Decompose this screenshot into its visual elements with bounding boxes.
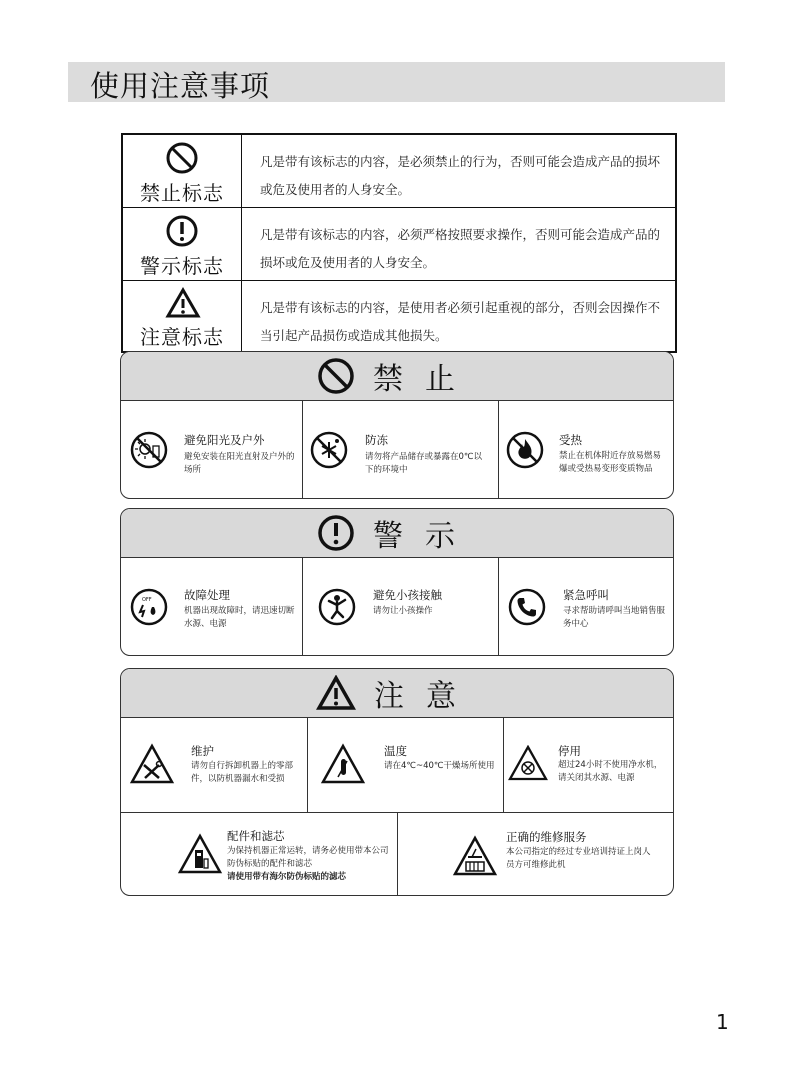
caution-item [121, 813, 398, 895]
warning-item [303, 558, 499, 655]
legend-symbol-cell [123, 281, 242, 351]
item-name: 温度 [384, 744, 407, 758]
no-freezing-icon [309, 430, 349, 470]
item-name: 配件和滤芯 [227, 829, 285, 843]
legend-description: 凡是带有该标志的内容，是使用者必须引起重视的部分，否则会因操作不当引起产品损伤或造成其他损失。 [260, 300, 661, 343]
legend-description: 凡是带有该标志的内容，是必须禁止的行为，否则可能会造成产品的损坏或危及使用者的人身安全。 [260, 154, 661, 197]
item-text: 避免安装在阳光直射及户外的场所 [184, 452, 295, 475]
prohibition-icon [165, 141, 199, 175]
warning-exclamation-icon [317, 514, 355, 552]
caution-header [121, 669, 673, 718]
item-text: 寻求帮助请呼叫当地销售服务中心 [563, 606, 666, 629]
caution-item [398, 813, 672, 895]
legend-row-warning [123, 208, 675, 281]
item-name: 避免小孩接触 [373, 588, 442, 602]
warning-exclamation-icon [165, 214, 199, 248]
page-number: 1 [716, 1010, 729, 1034]
prohibit-section [120, 351, 674, 499]
caution-item [308, 718, 504, 812]
item-text: 禁止在机体附近存放易燃易爆或受热易变形变质物品 [559, 451, 662, 474]
item-name: 维护 [191, 744, 214, 758]
legend-description: 凡是带有该标志的内容，必须严格按照要求操作，否则可能会造成产品的损坏或危及使用者的人身安全。 [260, 227, 661, 270]
prohibit-item [121, 401, 303, 498]
caution-item [121, 718, 308, 812]
no-sunlight-icon [129, 430, 169, 470]
item-text: 请在4℃~40℃干燥场所使用 [384, 761, 495, 771]
warning-section [120, 508, 674, 656]
caution-triangle-icon [316, 675, 356, 711]
warning-item [121, 558, 303, 655]
valve-icon [508, 745, 548, 781]
prohibition-icon [317, 357, 355, 395]
item-text: 为保持机器正常运转，请务必使用带本公司防伪标贴的配件和滤芯 [227, 846, 389, 869]
warning-title: 警示 [373, 519, 477, 554]
power-off-icon [129, 587, 169, 627]
item-text: 本公司指定的经过专业培训持证上岗人员方可维修此机 [506, 847, 651, 870]
prohibit-title: 禁止 [373, 362, 477, 397]
prohibit-header [121, 352, 673, 401]
item-name: 防冻 [365, 433, 388, 447]
caution-section [120, 668, 674, 896]
page-title: 使用注意事项 [90, 69, 271, 103]
item-text: 请勿让小孩操作 [373, 606, 433, 616]
item-name: 避免阳光及户外 [184, 433, 265, 447]
prohibit-item [303, 401, 499, 498]
thermometer-icon [320, 743, 366, 785]
caution-title: 注意 [374, 679, 478, 714]
legend-row-caution [123, 281, 675, 351]
legend-label: 禁止标志 [140, 181, 224, 205]
item-text-bold: 请使用带有海尔防伪标贴的滤芯 [227, 872, 347, 882]
legend-symbol-cell [123, 208, 242, 280]
prohibit-item [499, 401, 673, 498]
item-name: 正确的维修服务 [506, 830, 587, 844]
item-text: 请勿将产品储存或暴露在0℃以下的环境中 [365, 452, 482, 475]
phone-icon [507, 587, 547, 627]
item-name: 停用 [558, 744, 581, 758]
item-name: 受热 [559, 433, 582, 447]
warning-item [499, 558, 673, 655]
svg-text:OFF: OFF [142, 597, 152, 603]
title-bar [68, 62, 725, 102]
legend-label: 警示标志 [140, 254, 224, 278]
symbol-legend-table [121, 133, 677, 353]
item-text: 超过24小时不使用净水机，请关闭其水源、电源 [558, 760, 663, 783]
child-icon [317, 587, 357, 627]
item-text: 机器出现故障时，请迅速切断水源、电源 [184, 606, 295, 629]
no-fire-icon [505, 430, 545, 470]
filter-icon [177, 833, 223, 875]
item-name: 故障处理 [184, 588, 230, 602]
item-text: 请勿自行拆卸机器上的零部件，以防机器漏水和受损 [191, 761, 294, 784]
item-name: 紧急呼叫 [563, 588, 609, 602]
warning-header [121, 509, 673, 558]
legend-label: 注意标志 [140, 325, 224, 349]
caution-item [504, 718, 673, 812]
caution-triangle-icon [165, 287, 201, 319]
service-icon [452, 835, 498, 877]
legend-symbol-cell [123, 135, 242, 207]
tools-icon [129, 743, 175, 785]
legend-row-prohibition [123, 135, 675, 208]
